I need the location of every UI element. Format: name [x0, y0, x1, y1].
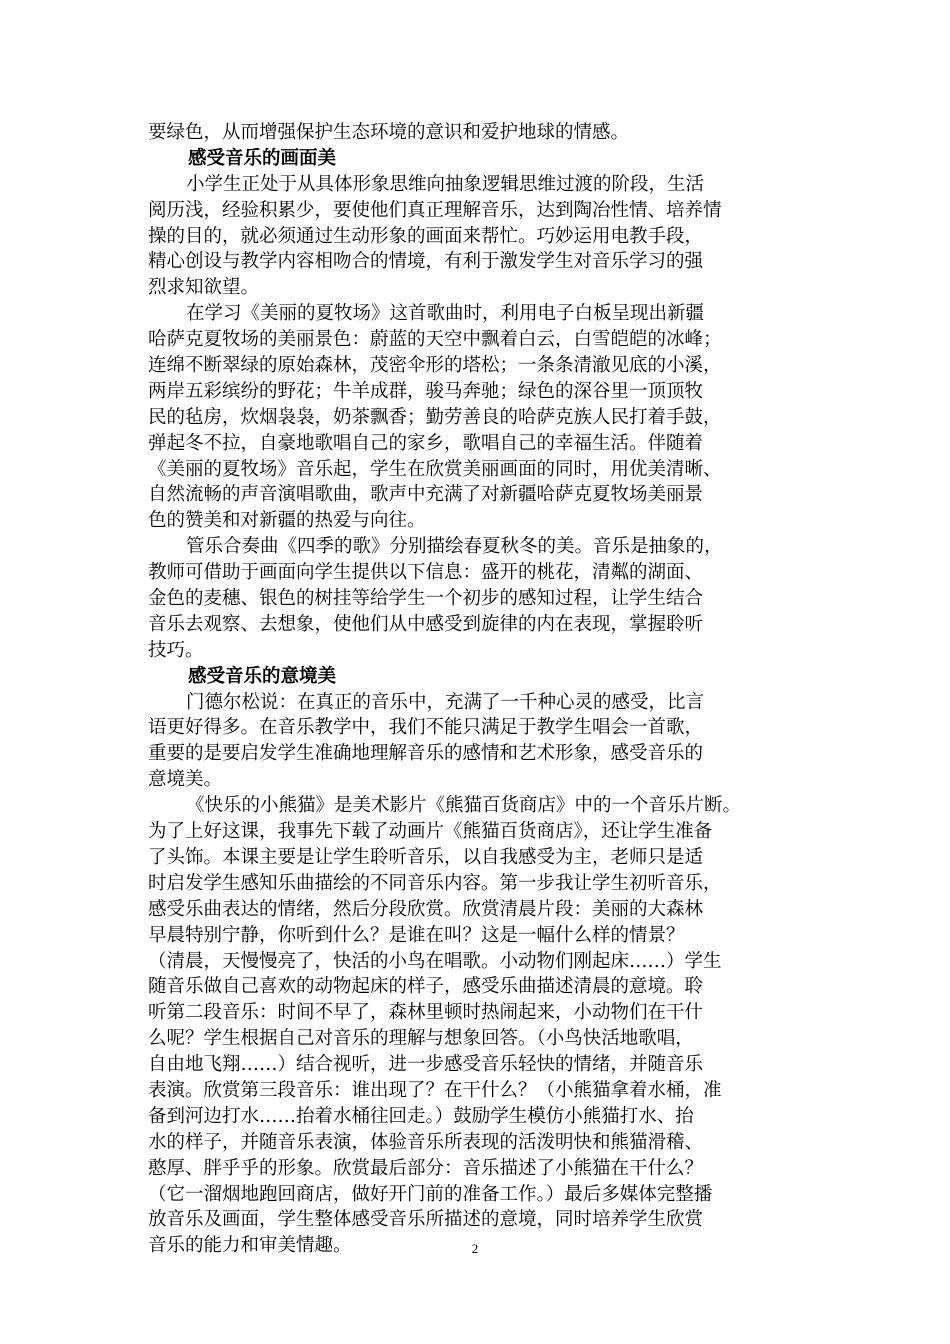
- page-number: 2: [471, 1241, 479, 1256]
- text-line: 阅历浅，经验积累少，要使他们真正理解音乐，达到陶冶性情、培养情: [148, 199, 722, 221]
- text-line: 放音乐及画面，学生整体感受音乐所描述的意境，同时培养学生欣赏: [148, 1209, 704, 1231]
- text-line: 色的赞美和对新疆的热爱与向往。: [148, 510, 426, 532]
- text-line: 小学生正处于从具体形象思维向抽象逻辑思维过渡的阶段，生活: [186, 173, 705, 195]
- section-heading: 感受音乐的画面美: [188, 147, 337, 169]
- text-line: 感受乐曲表达的情绪，然后分段欣赏。欣赏清晨片段：美丽的大森林: [148, 898, 704, 920]
- text-line: 民的毡房，炊烟袅袅，奶茶飘香；勤劳善良的哈萨克族人民打着手鼓，: [148, 406, 722, 428]
- text-line: 音乐的能力和审美情趣。: [148, 1235, 352, 1257]
- text-line: 技巧。: [148, 639, 204, 661]
- text-line: 随音乐做自己喜欢的动物起床的样子，感受乐曲描述清晨的意境。聆: [148, 976, 704, 998]
- section-heading: 感受音乐的意境美: [188, 665, 337, 687]
- text-line: 时启发学生感知乐曲描绘的不同音乐内容。第一步我让学生初听音乐，: [148, 872, 722, 894]
- text-line: （它一溜烟地跑回商店，做好开门前的准备工作。）最后多媒体完整播: [148, 1183, 713, 1205]
- text-line: 备到河边打水……抬着水桶往回走。）鼓励学生模仿小熊猫打水、抬: [148, 1105, 694, 1127]
- text-line: 《快乐的小熊猫》是美术影片《熊猫百货商店》中的一个音乐片断。: [186, 795, 742, 817]
- text-line: 听第二段音乐：时间不早了，森林里顿时热闹起来，小动物们在干什: [148, 1002, 704, 1024]
- text-line: 烈求知欲望。: [148, 277, 260, 299]
- text-line: 了头饰。本课主要是让学生聆听音乐，以自我感受为主，老师只是适: [148, 846, 704, 868]
- text-line: 自由地飞翔……）结合视听，进一步感受音乐轻快的情绪，并随音乐: [148, 1054, 704, 1076]
- text-line: 为了上好这课，我事先下载了动画片《熊猫百货商店》，还让学生准备: [148, 821, 713, 843]
- text-line: 金色的麦穗、银色的树挂等给学生一个初步的感知过程，让学生结合: [148, 588, 704, 610]
- text-line: 在学习《美丽的夏牧场》这首歌曲时，利用电子白板呈现出新疆: [186, 303, 705, 325]
- text-line: 语更好得多。在音乐教学中，我们不能只满足于教学生唱会一首歌，: [148, 717, 704, 739]
- text-line: 《美丽的夏牧场》音乐起，学生在欣赏美丽画面的同时，用优美清晰、: [148, 458, 722, 480]
- text-line: 水的样子，并随音乐表演，体验音乐所表现的活泼明快和熊猫滑稽、: [148, 1131, 704, 1153]
- document-body: [148, 120, 810, 1259]
- text-line: 要绿色，从而增强保护生态环境的意识和爱护地球的情感。: [148, 122, 630, 143]
- text-line: 管乐合奏曲《四季的歌》分别描绘春夏秋冬的美。音乐是抽象的，: [186, 536, 723, 558]
- text-line: 操的目的，就必须通过生动形象的画面来帮忙。巧妙运用电教手段，: [148, 225, 704, 247]
- text-line: 两岸五彩缤纷的野花；牛羊成群，骏马奔驰；绿色的深谷里一顶顶牧: [148, 380, 704, 402]
- text-line: 教师可借助于画面向学生提供以下信息：盛开的桃花，清粼的湖面、: [148, 562, 704, 584]
- text-line: 么呢？学生根据自己对音乐的理解与想象回答。（小鸟快活地歌唱，: [148, 1028, 694, 1050]
- text-line: （清晨，天慢慢亮了，快活的小鸟在唱歌。小动物们刚起床……）学生: [148, 950, 722, 972]
- text-line: 音乐去观察、去想象，使他们从中感受到旋律的内在表现，掌握聆听: [148, 613, 704, 635]
- text-line: 早晨特别宁静，你听到什么？是谁在叫？这是一幅什么样的情景？: [148, 924, 685, 946]
- text-line: 门德尔松说：在真正的音乐中，充满了一千种心灵的感受，比言: [186, 691, 705, 713]
- text-line: 精心创设与教学内容相吻合的情境，有利于激发学生对音乐学习的强: [148, 251, 704, 273]
- text-line: 哈萨克夏牧场的美丽景色：蔚蓝的天空中飘着白云，白雪皑皑的冰峰；: [148, 329, 722, 351]
- text-line: 表演。欣赏第三段音乐：谁出现了？在干什么？（小熊猫拿着水桶，准: [148, 1079, 722, 1101]
- text-line: 意境美。: [148, 769, 223, 791]
- text-line: 憨厚、胖乎乎的形象。欣赏最后部分：音乐描述了小熊猫在干什么？: [148, 1157, 704, 1179]
- text-line: 弹起冬不拉，自豪地歌唱自己的家乡，歌唱自己的幸福生活。伴随着: [148, 432, 704, 454]
- text-line: 重要的是要启发学生准确地理解音乐的感情和艺术形象，感受音乐的: [148, 743, 704, 765]
- text-line: 自然流畅的声音演唱歌曲，歌声中充满了对新疆哈萨克夏牧场美丽景: [148, 484, 704, 506]
- text-line: 连绵不断翠绿的原始森林，茂密伞形的塔松；一条条清澈见底的小溪，: [148, 355, 722, 377]
